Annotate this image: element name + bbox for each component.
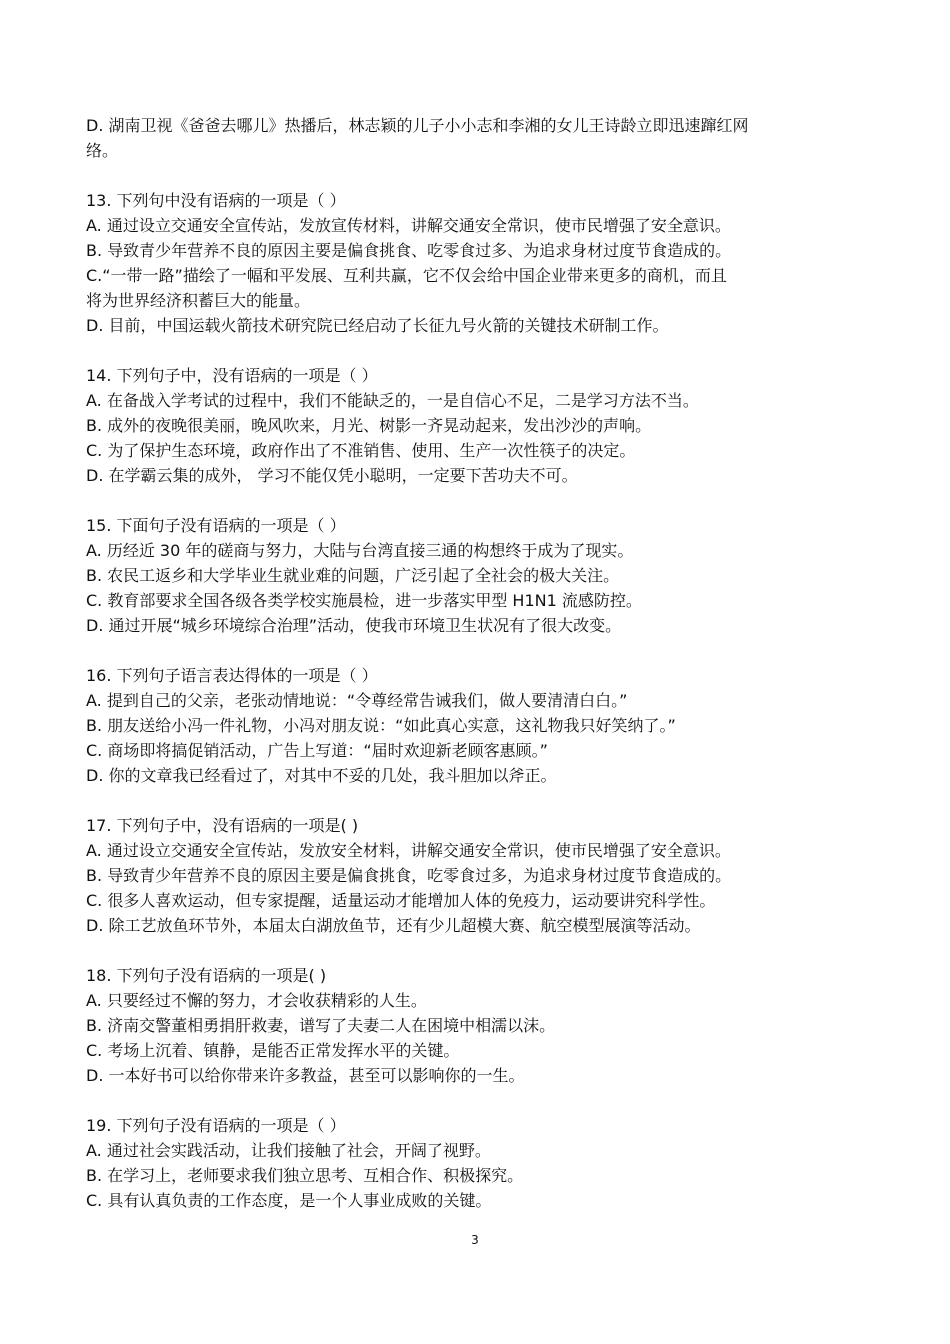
question-prompt: 18. 下列句子没有语病的一项是( ) — [86, 966, 327, 985]
option-d: D. 你的文章我已经看过了，对其中不妥的几处，我斗胆加以斧正。 — [86, 766, 557, 785]
question-prompt: 13. 下列句中没有语病的一项是（ ） — [86, 191, 346, 210]
option-d: D. 目前，中国运载火箭技术研究院已经启动了长征九号火箭的关键技术研制工作。 — [86, 316, 669, 335]
page-content — [86, 113, 866, 1213]
option-a: A. 只要经过不懈的努力，才会收获精彩的人生。 — [86, 991, 427, 1010]
option-d: D. 除工艺放鱼环节外，本届太白湖放鱼节，还有少儿超模大赛、航空模型展演等活动。 — [86, 916, 701, 935]
option-a: A. 在备战入学考试的过程中，我们不能缺乏的，一是自信心不足，二是学习方法不当。 — [86, 391, 699, 410]
intro-block — [86, 113, 866, 163]
question-17 — [86, 813, 866, 938]
option-c: C. 为了保护生态环境，政府作出了不准销售、使用、生产一次性筷子的决定。 — [86, 441, 636, 460]
option-c: C. 教育部要求全国各级各类学校实施晨检，进一步落实甲型 H1N1 流感防控。 — [86, 591, 642, 610]
option-b: B. 成外的夜晚很美丽，晚风吹来，月光、树影一齐晃动起来，发出沙沙的声响。 — [86, 416, 652, 435]
option-b: B. 朋友送给小冯一件礼物，小冯对朋友说：“如此真心实意，这礼物我只好笑纳了。” — [86, 716, 676, 735]
option-b: B. 济南交警董相勇捐肝救妻，谱写了夫妻二人在困境中相濡以沫。 — [86, 1016, 556, 1035]
option-b: B. 导致青少年营养不良的原因主要是偏食挑食，吃零食过多，为追求身材过度节食造成的。 — [86, 866, 732, 885]
option-c: C. 很多人喜欢运动，但专家提醒，适量运动才能增加人体的免疫力，运动要讲究科学性。 — [86, 891, 716, 910]
page-number: 3 — [471, 1233, 479, 1247]
option-a: A. 通过设立交通安全宣传站，发放宣传材料，讲解交通安全常识，使市民增强了安全意识。 — [86, 216, 731, 235]
option-a: A. 通过设立交通安全宣传站，发放安全材料，讲解交通安全常识，使市民增强了安全意识。 — [86, 841, 731, 860]
option-b: B. 农民工返乡和大学毕业生就业难的问题，广泛引起了全社会的极大关注。 — [86, 566, 620, 585]
option-a: A. 提到自己的父亲，老张动情地说：“令尊经常告诫我们，做人要清清白白。” — [86, 691, 628, 710]
option-d-line: D. 湖南卫视《爸爸去哪儿》热播后，林志颖的儿子小小志和李湘的女儿王诗龄立即迅速蹿红网 — [86, 116, 749, 135]
option-b: B. 在学习上，老师要求我们独立思考、互相合作、积极探究。 — [86, 1166, 524, 1185]
option-c: C. 考场上沉着、镇静，是能否正常发挥水平的关键。 — [86, 1041, 460, 1060]
option-d: D. 在学霸云集的成外， 学习不能仅凭小聪明，一定要下苦功夫不可。 — [86, 466, 578, 485]
option-c: C. 具有认真负责的工作态度，是一个人事业成败的关键。 — [86, 1191, 492, 1210]
option-d-continuation: 络。 — [86, 141, 119, 160]
option-a: A. 历经近 30 年的磋商与努力，大陆与台湾直接三通的构想终于成为了现实。 — [86, 541, 634, 560]
question-15 — [86, 513, 866, 638]
question-prompt: 16. 下列句子语言表达得体的一项是（ ） — [86, 666, 378, 685]
option-c-continuation: 将为世界经济积蓄巨大的能量。 — [86, 291, 311, 310]
question-14 — [86, 363, 866, 488]
question-prompt: 17. 下列句子中，没有语病的一项是( ) — [86, 816, 359, 835]
question-19 — [86, 1113, 866, 1213]
question-16 — [86, 663, 866, 788]
question-18 — [86, 963, 866, 1088]
question-13 — [86, 188, 866, 338]
question-prompt: 15. 下面句子没有语病的一项是（ ） — [86, 516, 346, 535]
option-d: D. 通过开展“城乡环境综合治理”活动，使我市环境卫生状况有了很大改变。 — [86, 616, 622, 635]
option-c: C. 商场即将搞促销活动，广告上写道：“届时欢迎新老顾客惠顾。” — [86, 741, 548, 760]
option-a: A. 通过社会实践活动，让我们接触了社会，开阔了视野。 — [86, 1141, 491, 1160]
option-b: B. 导致青少年营养不良的原因主要是偏食挑食、吃零食过多、为追求身材过度节食造成的。 — [86, 241, 732, 260]
question-prompt: 19. 下列句子没有语病的一项是（ ） — [86, 1116, 346, 1135]
option-d: D. 一本好书可以给你带来许多教益，甚至可以影响你的一生。 — [86, 1066, 525, 1085]
question-prompt: 14. 下列句子中，没有语病的一项是（ ） — [86, 366, 378, 385]
option-c: C.“一带一路”描绘了一幅和平发展、互利共赢，它不仅会给中国企业带来更多的商机，而且 — [86, 266, 727, 285]
